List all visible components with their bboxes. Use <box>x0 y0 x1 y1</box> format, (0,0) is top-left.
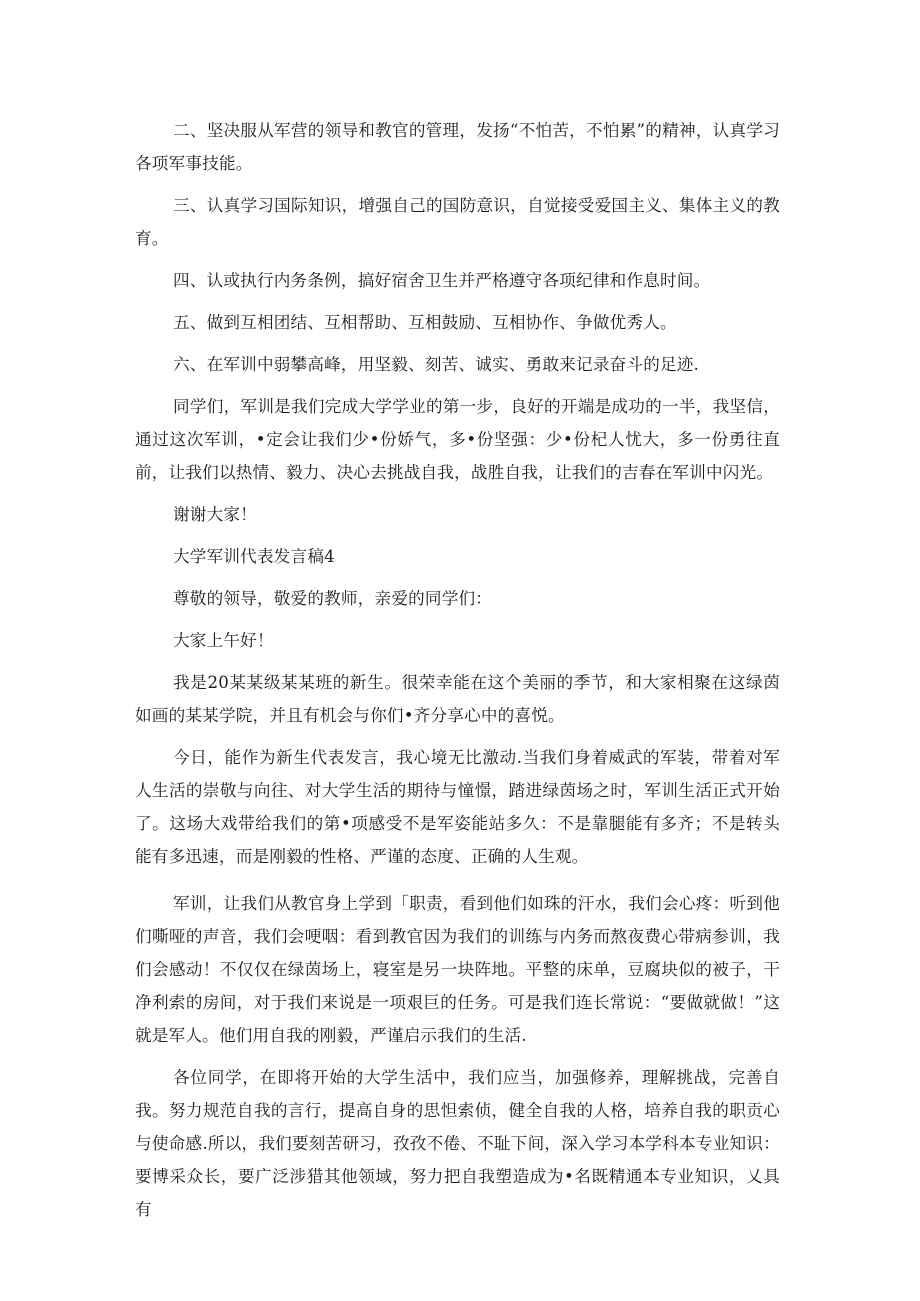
paragraph-closing: 同学们，军训是我们完成大学学业的第一步，良好的开端是成功的一半，我坚信，通过这次军训，•定会让我们少•份娇气，多•份坚强：少•份杞人忧大，多一份勇往直前，让我们以热情、毅力、决心去挑战自我，战胜自我，让我们的吉春在军训中闪光。 <box>135 397 780 482</box>
section-heading: 大学军训代表发言稿4 <box>173 547 335 566</box>
paragraph-rule-three: 三、认真学习国际知识，增强自己的国防意识，自觉接受爱国主义、集体主义的教育。 <box>135 196 780 248</box>
paragraph-rule-two: 二、坚决服从军营的领导和教官的管理，发扬“不怕苦，不怕累”的精神，认真学习各项军事技能。 <box>135 121 780 173</box>
paragraph-rule-four: 四、认或执行内务条例，搞好宿舍卫生并严格遵守各项纪律和作息时间。 <box>173 271 711 290</box>
paragraph-greeting: 大家上午好！ <box>173 631 274 650</box>
paragraph-classmates: 各位同学，在即将开始的大学生活中，我们应当，加强修养，理解挑战，完善自我。努力规范自我的言行，提高自身的思怛索侦，健全自我的人格，培养自我的职贡心与使命感.所以，我们要刻苦研习，孜孜不倦、不耻下间，深入学习本学科本专业知识：要博采众长，要广泛涉猎其他领域，努力把自我塑造成为•名既精通本专业知识，乂具有 <box>135 1068 780 1219</box>
paragraph-rule-six: 六、在军训中弱攀高峰，用坚毅、刻苦、诚实、勇敢来记录奋斗的足迹. <box>173 355 700 374</box>
document-body <box>135 114 780 1235</box>
paragraph-thanks: 谢谢大家！ <box>173 505 257 524</box>
paragraph-salutation: 尊敬的领导，敬爱的教师，亲爱的同学们： <box>173 589 493 608</box>
paragraph-intro: 我是20某某级某某班的新生。很荣幸能在这个美丽的季节，和大家相聚在这绿茵如画的某某学院，并且有机会与你们•齐分享心中的喜悦。 <box>135 673 780 725</box>
paragraph-rule-five: 五、做到互相团结、互相帮助、互相鼓励、互相协作、争做优秀人。 <box>173 313 677 332</box>
paragraph-instructors: 军训，让我们从教官身上学到「职责，看到他们如珠的汗水，我们会心疼：听到他们嘶哑的声音，我们会哽咽：看到教官因为我们的训练与内务而熬夜费心带病参训，我们会感动！不仅仅在绿茵场上，寝室是另一块阵地。平整的床单，豆腐块似的被子，干净利索的房间，对于我们来说是一项艰巨的任务。可是我们连长常说：“要做就做！”这就是军人。他们用自我的刚毅，严谨启示我们的生活. <box>135 894 780 1045</box>
paragraph-feelings: 今日，能作为新生代表发言，我心境无比激动.当我们身着威武的军装，带着对军人生活的崇敬与向往、对大学生活的期待与憧憬，踏进绿茵场之时，军训生活正式开始了。这场大戏带给我们的第•项感受不是军姿能站多久：不是靠腿能有多齐；不是转头能有多迅速，而是刚毅的性格、严谨的态度、正确的人生观。 <box>135 748 780 866</box>
